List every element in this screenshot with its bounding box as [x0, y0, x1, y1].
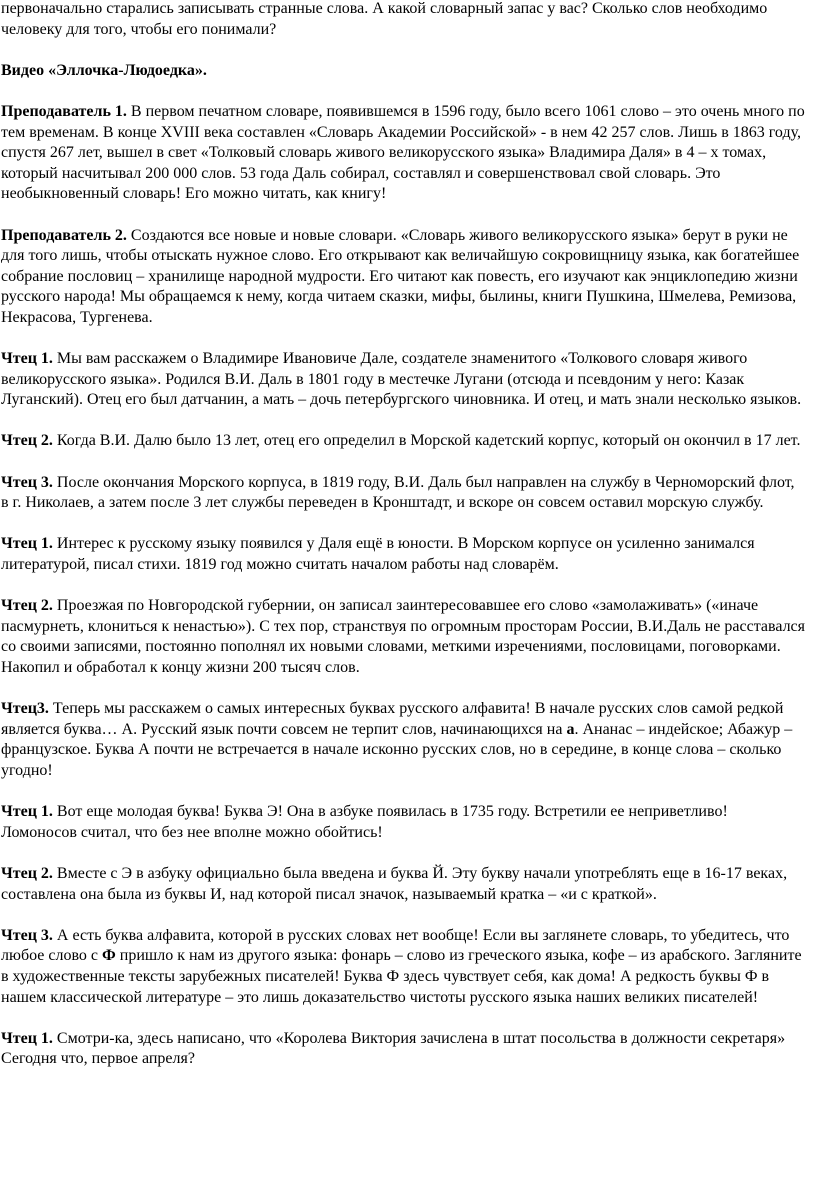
- speaker-label: Чтец 1.: [1, 1029, 53, 1047]
- paragraph-text: В первом печатном словаре, появившемся в 1596 году, было всего 1061 слово – это очень много по тем временам. В конце XVIII века составлен «Словарь Академии Российской» - в нем 42 257 слов. Лишь в 1863 году, спустя 267 лет, вышел в свет «Толковый словарь живого великорусского языка» Владимира Даля» в 4 – х томах, который насчитывал 200 000 слов. 53 года Даль собирал, составлял и совершенствовал свой словарь. Это необыкновенный словарь! Его можно читать, как книгу!: [1, 102, 805, 203]
- paragraph-text: Когда В.И. Далю было 13 лет, отец его определил в Морской кадетский корпус, который он окончил в 17 лет.: [52, 432, 801, 450]
- reader-1-paragraph: [1, 349, 806, 411]
- speaker-label: Чтец 3.: [1, 473, 53, 491]
- reader-2-paragraph: [1, 864, 806, 905]
- reader-1-paragraph: [1, 802, 806, 843]
- paragraph-text: Интерес к русскому языку появился у Даля ещё в юности. В Морском корпусе он усиленно занимался литературой, писал стихи. 1819 год можно считать началом работы над словарём.: [1, 535, 755, 574]
- intro-paragraph: [1, 0, 806, 40]
- video-heading: [1, 61, 806, 82]
- reader-3-paragraph: [1, 699, 806, 781]
- speaker-label: Чтец 2.: [1, 864, 53, 882]
- paragraph-text: Вместе с Э в азбуку официально была введена и буква Й. Эту букву начали употреблять еще в 16-17 веках, составлена она была из буквы И, над которой писал значок, называемый кратка – «и с краткой».: [1, 864, 788, 903]
- speaker-label: Чтец 1.: [1, 535, 53, 553]
- paragraph-text: Проезжая по Новгородской губернии, он записал заинтересовавшее его слово «замолаживать» («иначе пасмурнеть, клониться к ненастью»). С тех пор, странствуя по огромным просторам России, В.И.Даль не расставался со своими записями, постоянно пополнял их новыми словами, меткими изречениями, пословицами, поговорками. Накопил и обработал к концу жизни 200 тысяч слов.: [1, 597, 806, 676]
- paragraph-text: Создаются все новые и новые словари. «Словарь живого великорусского языка» берут в руки не для того лишь, чтобы отыскать нужное слово. Его открывают как величайшую сокровищницу языка, как богатейшее собрание пословиц – хранилище народной мудрости. Его читают как повесть, его изучают как энциклопедию жизни русского народа! Мы обращаемся к нему, когда читаем сказки, мифы, былины, книги Пушкина, Шмелева, Ремизова, Некрасова, Тургенева.: [1, 226, 800, 326]
- paragraph-text: Теперь мы расскажем о самых интересных буквах русского алфавита! В начале русских слов самой редкой является буква… А. Русский язык почти совсем не терпит слов, начинающихся на: [1, 700, 784, 738]
- paragraph-text: пришло к нам из другого языка: фонарь – слово из греческого языка, кофе – из арабского. Загляните в художественные тексты зарубежных писателей! Буква Ф здесь чувствует себя, как дома! А редкость буквы Ф в нашем классической литературе – это лишь доказательство чистоты русского языка наших великих писателей!: [1, 947, 802, 1006]
- paragraph-text: Смотри-ка, здесь написано, что «Королева Виктория зачислена в штат посольства в должности секретаря» Сегодня что, первое апреля?: [1, 1029, 786, 1068]
- reader-1-paragraph: [1, 534, 806, 575]
- reader-1-paragraph: [1, 1029, 806, 1070]
- speaker-label: Чтец 1.: [1, 350, 53, 368]
- paragraph-text: . Ананас – индейское; Абажур – французское. Буква А почти не встречается в начале исконно русских слов, но в середине, в конце слова – сколько угодно!: [1, 720, 793, 779]
- paragraph-text: А есть буква алфавита, которой в русских словах нет вообще! Если вы заглянете словарь, то убедитесь, что любое слово с: [1, 926, 790, 965]
- speaker-label: Преподаватель 1.: [1, 102, 127, 120]
- teacher-1-paragraph: [1, 102, 806, 205]
- teacher-2-paragraph: [1, 226, 806, 329]
- speaker-label: Чтец3.: [1, 700, 49, 718]
- bold-letter: а: [566, 720, 575, 738]
- reader-2-paragraph: [1, 431, 806, 452]
- heading-label: Видео «Эллочка-Людоедка».: [1, 61, 207, 79]
- speaker-label: Чтец 2.: [1, 597, 53, 615]
- paragraph-text: Мы вам расскажем о Владимире Ивановиче Дале, создателе знаменитого «Толкового словаря живого великорусского языка». Родился В.И. Даль в 1801 году в местечке Лугани (отсюда и псевдоним у него: Казак Луганский). Отец его был датчанин, а мать – дочь петербургского чиновника. И отец, и мать знали несколько языков.: [1, 350, 802, 409]
- reader-3-paragraph: [1, 926, 806, 1008]
- bold-letter: Ф: [102, 947, 116, 965]
- speaker-label: Чтец 2.: [1, 432, 53, 450]
- reader-2-paragraph: [1, 596, 806, 678]
- speaker-label: Преподаватель 2.: [1, 226, 127, 244]
- speaker-label: Чтец 1.: [1, 803, 53, 821]
- paragraph-text: первоначально старались записывать странные слова. А какой словарный запас у вас? Сколько слов необходимо человеку для того, чтобы его понимали?: [1, 0, 768, 38]
- paragraph-text: Вот еще молодая буква! Буква Э! Она в азбуке появилась в 1735 году. Встретили ее неприветливо! Ломоносов считал, что без нее вполне можно обойтись!: [1, 803, 728, 841]
- paragraph-text: После окончания Морского корпуса, в 1819 году, В.И. Даль был направлен на службу в Черноморский флот, в г. Николаев, а затем после 3 лет службы переведен в Кронштадт, и вскоре он совсем оставил морскую службу.: [1, 473, 795, 512]
- speaker-label: Чтец 3.: [1, 926, 53, 944]
- reader-3-paragraph: [1, 473, 806, 514]
